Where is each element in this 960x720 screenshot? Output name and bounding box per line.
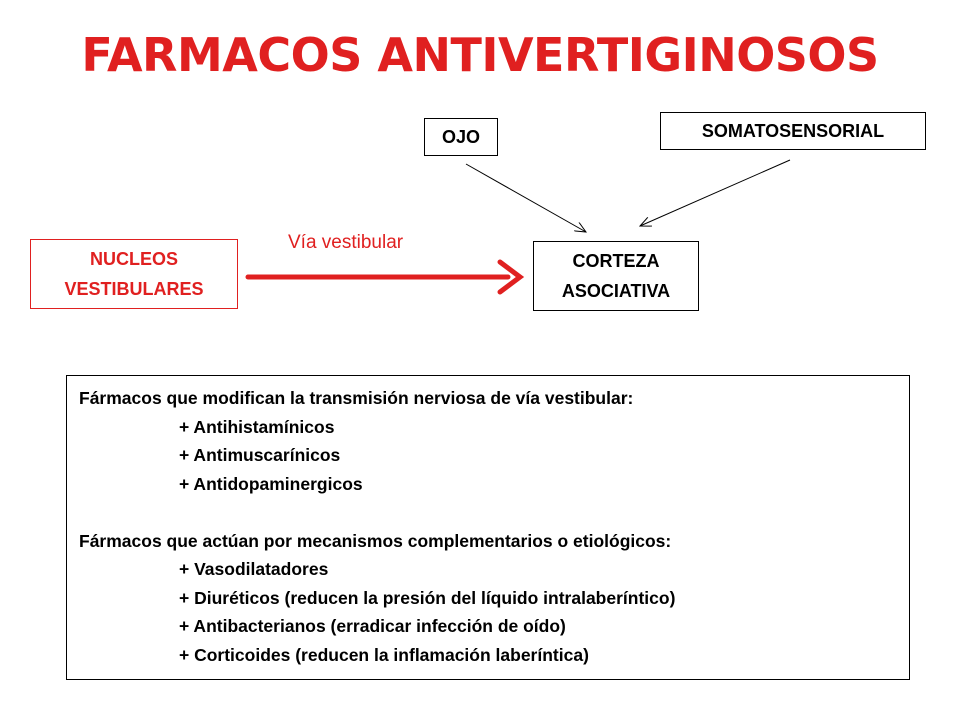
section2-item: + Vasodilatadores — [179, 559, 329, 579]
node-somatosensorial: SOMATOSENSORIAL — [660, 112, 926, 150]
edge-ojo-corteza — [466, 164, 586, 232]
node-nucleos-vestibulares: NUCLEOS VESTIBULARES — [30, 239, 238, 309]
section1-item: + Antihistamínicos — [179, 416, 335, 437]
node-ojo: OJO — [424, 118, 498, 156]
section2-heading: Fármacos que actúan por mecanismos complementarios o etiológicos: — [79, 530, 672, 551]
drug-info-box — [66, 375, 910, 680]
section1-heading: Fármacos que modifican la transmisión nerviosa de vía vestibular: — [79, 388, 634, 408]
node-corteza-asociativa: CORTEZA ASOCIATIVA — [533, 241, 699, 311]
section2-item: + Antibacterianos (erradicar infección de oído) — [179, 616, 566, 636]
section1-item: + Antimuscarínicos — [179, 445, 341, 465]
section1-item: + Antidopaminergicos — [179, 473, 363, 494]
edge-somatosensorial-corteza — [640, 160, 790, 226]
section2-item: + Corticoides (reducen la inflamación laberíntica) — [179, 644, 589, 665]
section2-item: + Diuréticos (reducen la presión del líquido intralaberíntico) — [179, 587, 676, 608]
edge-label-via-vestibular: Vía vestibular — [288, 232, 404, 253]
section-spacer — [79, 498, 909, 527]
page-title: FARMACOS ANTIVERTIGINOSOS — [81, 28, 879, 82]
